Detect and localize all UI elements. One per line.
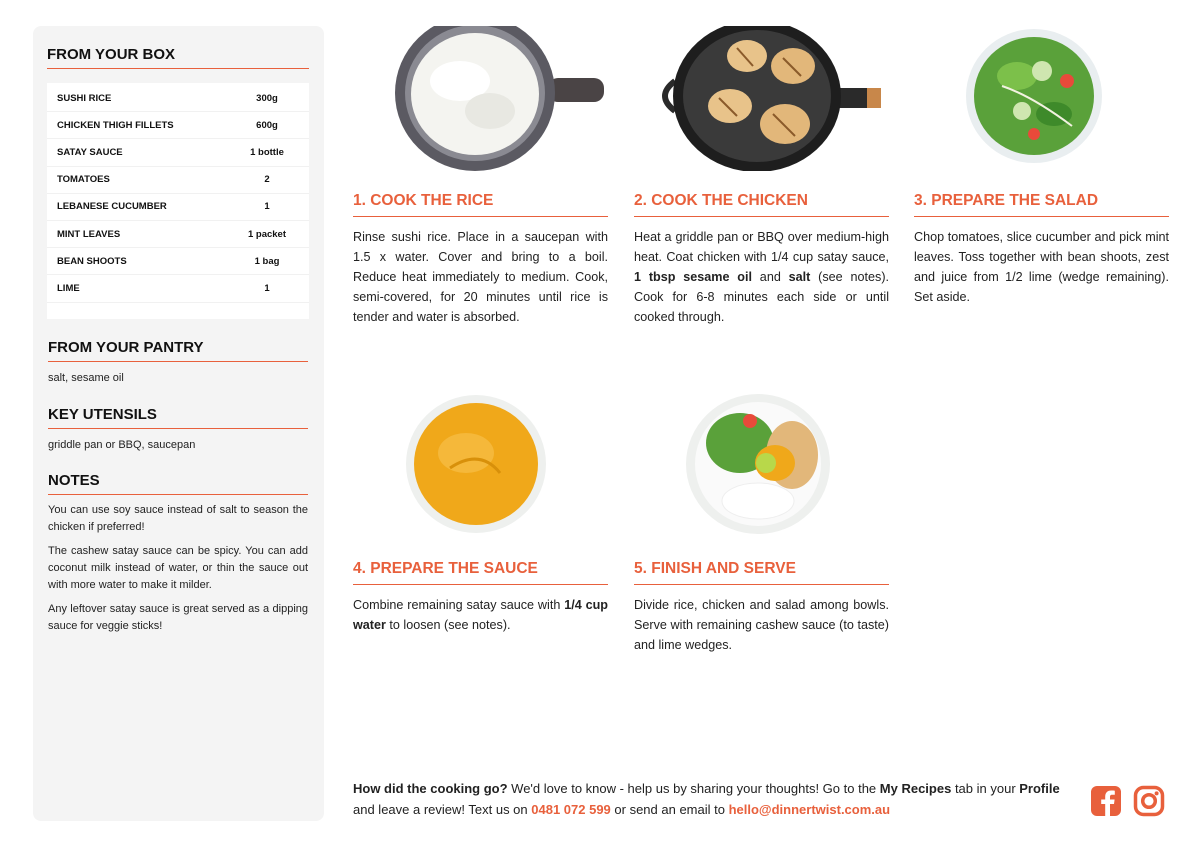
ingredient-qty: 1 (264, 201, 270, 213)
note-1: You can use soy sauce instead of salt to season the chicken if preferred! (48, 504, 308, 533)
pantry-section (48, 339, 308, 387)
instagram-icon[interactable] (1133, 785, 1165, 817)
pantry-title: FROM YOUR PANTRY (48, 339, 308, 362)
footer-text: tab in your (951, 781, 1020, 796)
ingredient-qty: 600g (256, 119, 278, 131)
footer-text: Profile (1019, 781, 1060, 796)
footer-text: and leave a review! Text us on (353, 802, 532, 817)
step-3-title: 3. PREPARE THE SALAD (914, 192, 1169, 217)
box-title: FROM YOUR BOX (47, 46, 309, 69)
box-ingredient-row (47, 221, 309, 248)
step-3-text: Chop tomatoes, slice cucumber and pick mint leaves. Toss together with bean shoots, zest and juice from 1/2 lime (wedge remaining). Set aside. (914, 230, 1169, 304)
box-ingredient-row (47, 275, 309, 302)
feedback-footer (353, 778, 1078, 820)
step-5-text: Divide rice, chicken and salad among bowls. Serve with remaining cashew sauce (to taste) and lime wedges. (634, 598, 889, 652)
footer-text: or send an email to (610, 802, 729, 817)
ingredient-qty: 300g (256, 92, 278, 104)
ingredient-name: LIME (57, 282, 80, 294)
note-3: Any leftover satay sauce is great served as a dipping sauce for veggie sticks! (48, 603, 308, 632)
rice-pot-image (380, 26, 610, 171)
step-2-text: Heat a griddle pan or BBQ over medium-high heat. Coat chicken with 1/4 cup satay sauce, 1 tbsp sesame oil and salt (see notes). Cook for 6-8 minutes each side or until cooked through. (634, 230, 890, 324)
ingredient-qty: 1 bag (254, 255, 280, 267)
step-5 (634, 560, 889, 655)
step-3 (914, 192, 1169, 307)
utensils-text: griddle pan or BBQ, saucepan (48, 439, 196, 451)
ingredients-sidebar (33, 26, 324, 821)
footer-text: My Recipes (879, 781, 952, 796)
ingredient-name: CHICKEN THIGH FILLETS (57, 119, 174, 131)
salad-bowl-image (962, 26, 1112, 171)
ingredient-name: LEBANESE CUCUMBER (57, 201, 167, 213)
box-ingredient-row (47, 112, 309, 139)
box-ingredient-row (47, 194, 309, 221)
note-2: The cashew satay sauce can be spicy. You can add coconut milk instead of water, or thin the sauce out with more water to make it milder. (48, 545, 308, 591)
step-1-title: 1. COOK THE RICE (353, 192, 608, 217)
box-ingredients-table (47, 83, 309, 319)
finished-bowl-image (680, 393, 835, 538)
box-ingredient-row (47, 139, 309, 166)
step-2 (634, 192, 889, 327)
ingredient-name: TOMATOES (57, 174, 110, 186)
from-your-box-section (47, 46, 309, 319)
satay-sauce-bowl-image (400, 393, 555, 538)
box-ingredient-row (47, 248, 309, 275)
footer-text: How did the cooking go? (353, 781, 508, 796)
box-ingredient-row (47, 167, 309, 194)
notes-title: NOTES (48, 472, 308, 495)
ingredient-qty: 2 (264, 174, 270, 186)
ingredient-name: BEAN SHOOTS (57, 255, 127, 267)
step-5-title: 5. FINISH AND SERVE (634, 560, 889, 585)
utensils-section (48, 406, 308, 454)
chicken-griddle-image (655, 26, 885, 171)
phone-link[interactable]: 0481 072 599 (531, 802, 611, 817)
facebook-icon[interactable] (1090, 785, 1122, 817)
ingredient-name: SUSHI RICE (57, 92, 112, 104)
step-4-text: Combine remaining satay sauce with 1/4 cup water to loosen (see notes). (353, 598, 608, 632)
step-1-text: Rinse sushi rice. Place in a saucepan with 1.5 x water. Cover and bring to a boil. Reduce heat immediately to medium. Cook, semi-covered, for 20 minutes until rice is tender and water is absorbed. (353, 230, 608, 324)
ingredient-name: SATAY SAUCE (57, 146, 123, 158)
notes-section (48, 472, 308, 635)
step-1 (353, 192, 608, 327)
step-4-title: 4. PREPARE THE SAUCE (353, 560, 608, 585)
utensils-title: KEY UTENSILS (48, 406, 308, 429)
ingredient-qty: 1 packet (247, 228, 287, 240)
step-2-title: 2. COOK THE CHICKEN (634, 192, 889, 217)
box-ingredient-row (47, 85, 309, 112)
footer-text: We'd love to know - help us by sharing your thoughts! Go to the (507, 781, 880, 796)
pantry-text: salt, sesame oil (48, 372, 124, 384)
ingredient-qty: 1 bottle (250, 146, 284, 158)
ingredient-qty: 1 (264, 282, 270, 294)
step-4 (353, 560, 608, 635)
ingredient-name: MINT LEAVES (57, 228, 121, 240)
email-link[interactable]: hello@dinnertwist.com.au (728, 802, 891, 817)
